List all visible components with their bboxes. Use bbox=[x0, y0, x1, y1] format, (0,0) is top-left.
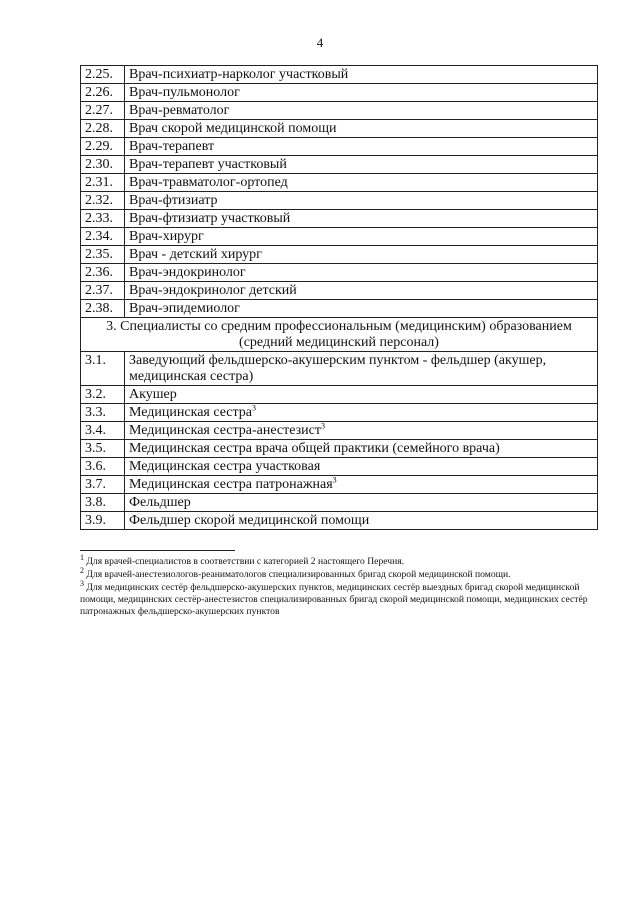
row-title bbox=[125, 404, 598, 422]
row-number: 2.38. bbox=[81, 300, 125, 318]
table-row bbox=[81, 84, 598, 102]
table-row bbox=[81, 228, 598, 246]
row-title bbox=[125, 120, 598, 138]
footnote-text: Для врачей-анестезиологов-реаниматологов специализированных бригад скорой медицинской помощи. bbox=[86, 569, 511, 580]
row-title-text: Врач-эндокринолог детский bbox=[129, 283, 297, 298]
row-title-text: Врач-эпидемиолог bbox=[129, 301, 240, 316]
table-row bbox=[81, 138, 598, 156]
row-number: 3.8. bbox=[81, 494, 125, 512]
page-number: 4 bbox=[316, 35, 324, 50]
row-number: 2.31. bbox=[81, 174, 125, 192]
table-row bbox=[81, 282, 598, 300]
row-title-text: Фельдшер bbox=[129, 495, 191, 510]
row-title-text: Врач-терапевт участковый bbox=[129, 157, 287, 172]
row-number: 3.5. bbox=[81, 440, 125, 458]
row-title bbox=[125, 422, 598, 440]
table-row bbox=[81, 264, 598, 282]
footnotes bbox=[80, 552, 600, 619]
row-number: 3.1. bbox=[81, 352, 125, 386]
footnote-reference: 3 bbox=[252, 403, 257, 413]
row-number: 2.37. bbox=[81, 282, 125, 300]
footnote-mark: 2 bbox=[80, 565, 84, 575]
row-title-text: Медицинская сестра участковая bbox=[129, 459, 321, 474]
row-number: 2.27. bbox=[81, 102, 125, 120]
table-row bbox=[81, 210, 598, 228]
row-number: 2.34. bbox=[81, 228, 125, 246]
row-title bbox=[125, 156, 598, 174]
table-row bbox=[81, 192, 598, 210]
row-title-text: Фельдшер скорой медицинской помощи bbox=[129, 513, 370, 528]
row-number: 2.36. bbox=[81, 264, 125, 282]
footnote-reference: 3 bbox=[332, 475, 337, 485]
footnote-reference: 3 bbox=[321, 421, 326, 431]
row-title bbox=[125, 282, 598, 300]
row-title bbox=[125, 138, 598, 156]
table-row bbox=[81, 300, 598, 318]
table-row bbox=[81, 246, 598, 264]
table-row bbox=[81, 156, 598, 174]
row-title-text: Медицинская сестра врача общей практики (семейного врача) bbox=[129, 441, 500, 456]
row-number: 3.9. bbox=[81, 512, 125, 530]
row-title bbox=[125, 352, 598, 386]
row-number: 2.32. bbox=[81, 192, 125, 210]
row-title bbox=[125, 494, 598, 512]
table-row bbox=[81, 120, 598, 138]
row-title-text: Врач-эндокринолог bbox=[129, 265, 246, 280]
section-header-row bbox=[81, 318, 598, 352]
row-title bbox=[125, 102, 598, 120]
row-number: 2.35. bbox=[81, 246, 125, 264]
footnote-mark: 3 bbox=[80, 578, 84, 588]
row-number: 2.29. bbox=[81, 138, 125, 156]
row-title-text: Врач-ревматолог bbox=[129, 103, 230, 118]
row-number: 3.6. bbox=[81, 458, 125, 476]
row-title bbox=[125, 386, 598, 404]
table-row bbox=[81, 386, 598, 404]
table-row bbox=[81, 422, 598, 440]
table-row bbox=[81, 352, 598, 386]
row-title-text: Врач скорой медицинской помощи bbox=[129, 121, 337, 136]
row-title-text: Врач-хирург bbox=[129, 229, 204, 244]
table-body-doctors bbox=[81, 66, 598, 318]
footnote-text: Для врачей-специалистов в соответствии с категорией 2 настоящего Перечня. bbox=[86, 556, 405, 567]
row-title bbox=[125, 300, 598, 318]
row-title bbox=[125, 174, 598, 192]
specialists-table bbox=[80, 65, 598, 530]
row-title-text: Медицинская сестра патронажная bbox=[129, 477, 333, 492]
row-number: 2.33. bbox=[81, 210, 125, 228]
footnote-item bbox=[80, 578, 600, 618]
table-row bbox=[81, 174, 598, 192]
row-title bbox=[125, 476, 598, 494]
table-row bbox=[81, 404, 598, 422]
footnote-item bbox=[80, 552, 600, 568]
row-title-text: Заведующий фельдшерско-акушерским пунктом - фельдшер (акушер, медицинская сестра) bbox=[129, 353, 547, 384]
table-row bbox=[81, 66, 598, 84]
row-title bbox=[125, 512, 598, 530]
row-title bbox=[125, 440, 598, 458]
row-title bbox=[125, 246, 598, 264]
row-number: 2.26. bbox=[81, 84, 125, 102]
footnote-item bbox=[80, 565, 600, 581]
row-title bbox=[125, 192, 598, 210]
row-number: 3.2. bbox=[81, 386, 125, 404]
table-row bbox=[81, 440, 598, 458]
row-title bbox=[125, 210, 598, 228]
table-row bbox=[81, 102, 598, 120]
row-number: 2.25. bbox=[81, 66, 125, 84]
row-title-text: Врач-травматолог-ортопед bbox=[129, 175, 288, 190]
row-title-text: Врач-фтизиатр участковый bbox=[129, 211, 291, 226]
row-number: 2.30. bbox=[81, 156, 125, 174]
table-row bbox=[81, 494, 598, 512]
row-number: 3.7. bbox=[81, 476, 125, 494]
row-title-text: Врач - детский хирург bbox=[129, 247, 262, 262]
table-row bbox=[81, 512, 598, 530]
row-title-text: Врач-фтизиатр bbox=[129, 193, 218, 208]
row-number: 3.4. bbox=[81, 422, 125, 440]
row-title bbox=[125, 84, 598, 102]
row-title-text: Врач-психиатр-нарколог участковый bbox=[129, 67, 349, 82]
row-title bbox=[125, 264, 598, 282]
table-body-section3-header bbox=[81, 318, 598, 352]
row-title bbox=[125, 458, 598, 476]
row-number: 2.28. bbox=[81, 120, 125, 138]
row-title-text: Акушер bbox=[129, 387, 177, 402]
section-title: 3. Специалисты со средним профессиональным (медицинским) образованием bbox=[106, 319, 572, 334]
footnote-mark: 1 bbox=[80, 552, 84, 562]
row-title-text: Медицинская сестра-анестезист bbox=[129, 423, 322, 438]
row-title bbox=[125, 66, 598, 84]
section-subtitle: (средний медицинский персонал) bbox=[239, 335, 439, 350]
row-title-text: Медицинская сестра bbox=[129, 405, 253, 420]
footnote-text: Для медицинских сестёр фельдшерско-акушерских пунктов, медицинских сестёр выездных бригад скорой медицинской помощи, медицинских сестёр-анестезистов специализированных бригад скорой медицинской помощи, медицинских сестёр патронажных фельдшерско-акушерских пунктов bbox=[80, 582, 588, 617]
table-row bbox=[81, 458, 598, 476]
section-header-cell bbox=[81, 318, 598, 352]
row-number: 3.3. bbox=[81, 404, 125, 422]
table-row bbox=[81, 476, 598, 494]
table-body-nurses bbox=[81, 352, 598, 530]
row-title-text: Врач-пульмонолог bbox=[129, 85, 240, 100]
row-title bbox=[125, 228, 598, 246]
row-title-text: Врач-терапевт bbox=[129, 139, 215, 154]
footnote-divider bbox=[80, 550, 235, 551]
